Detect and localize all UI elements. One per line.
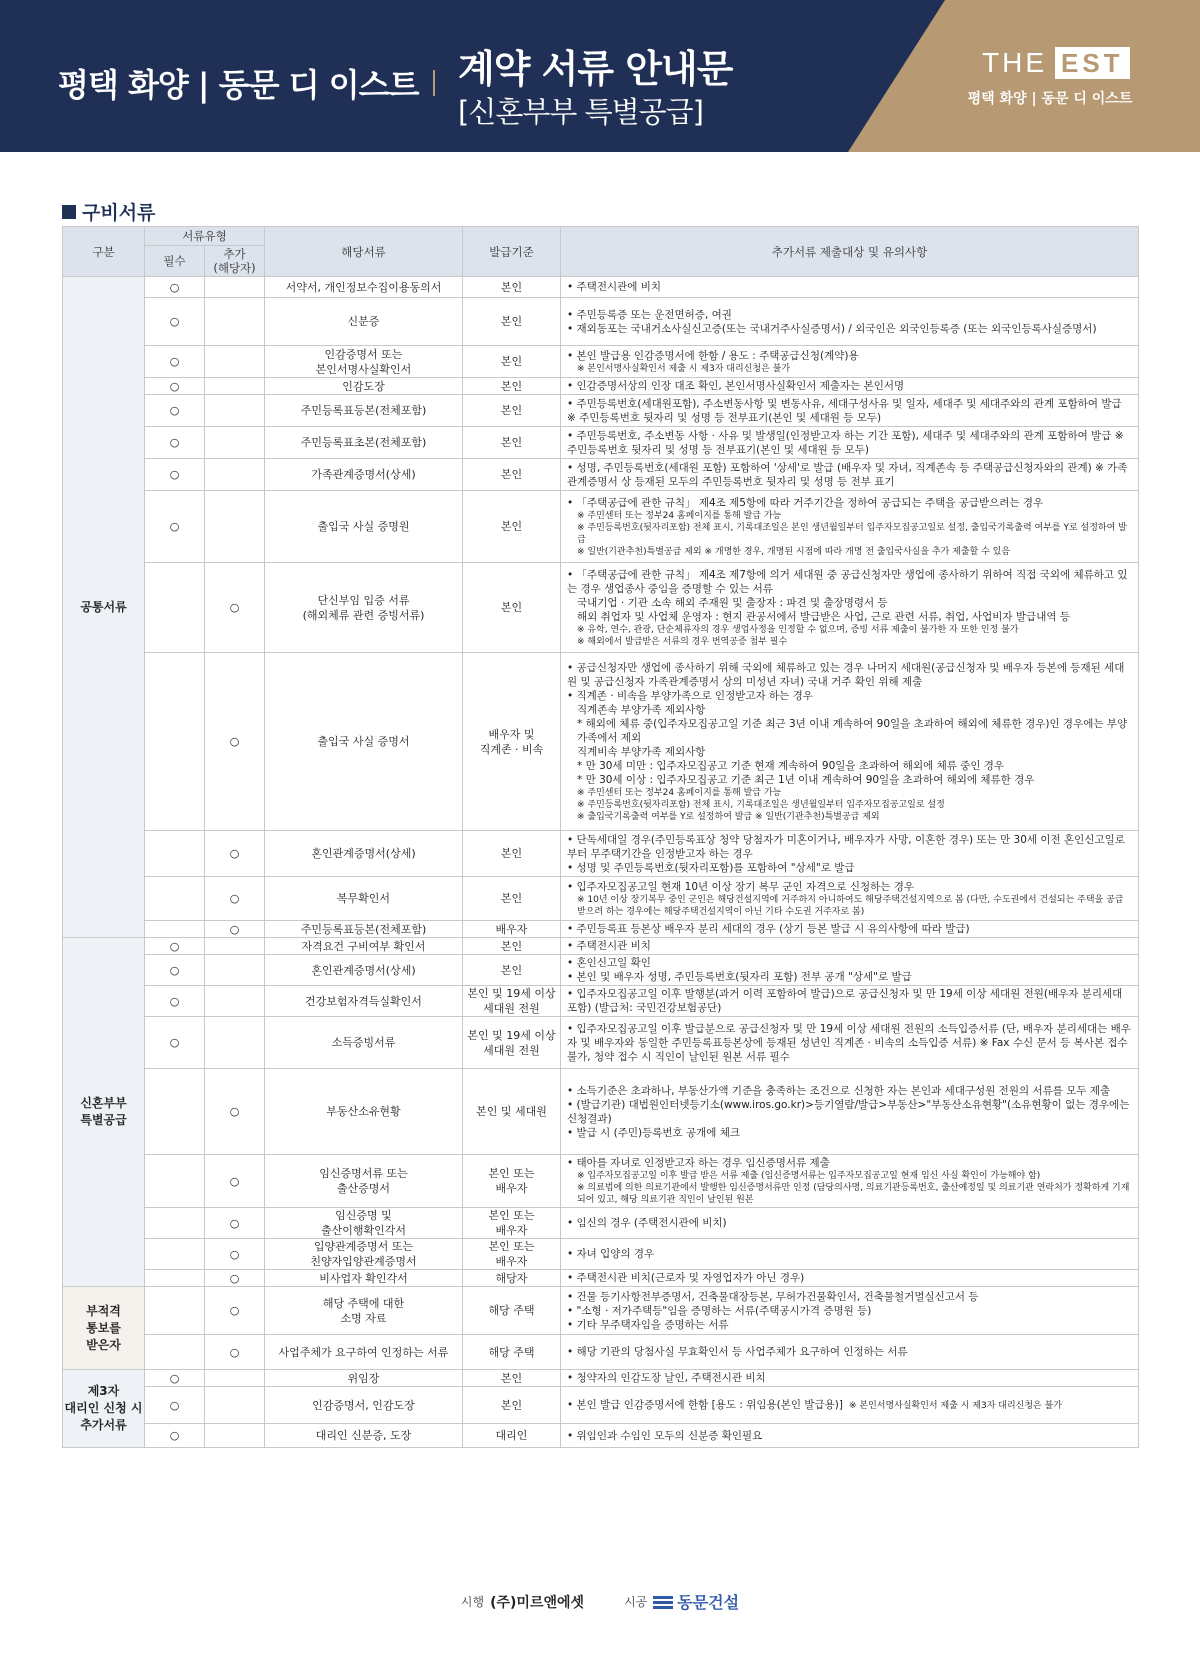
table-row [63,427,1139,459]
note-line: • 발급 시 (주민)등록번호 공개에 체크 [567,1126,1132,1140]
document-name: 자격요건 구비여부 확인서 [265,938,463,955]
document-name: 혼인관계증명서(상세) [265,955,463,986]
extra-mark: ○ [205,1335,265,1370]
note-line: * 만 30세 이상 : 입주자모집공고 기준 최근 1년 이내 계속하여 90일을 초과하여 해외에 체류한 경우 [577,773,1035,786]
note-line: • 자녀 입양의 경우 [567,1247,1132,1261]
logo-est: EST [1055,47,1130,79]
note-line: • 주민등록번호(세대원포함), 주소변동사항 및 변동사유, 세대구성사유 및 일자, 세대주 및 세대주와의 관계 포함하여 발급 ※ 주민등록번호 뒷자리 및 성명 등 전부표기(본인 및 세대원 등 모두) [567,397,1132,425]
document-notes [561,1370,1139,1387]
header-issue-basis: 발급기준 [463,227,561,277]
issue-basis: 본인 또는 배우자 [463,1239,561,1270]
table-row [63,1239,1139,1270]
required-mark [145,1270,205,1287]
required-mark: ○ [145,395,205,427]
issue-basis: 본인 [463,459,561,491]
document-name: 서약서, 개인정보수집이용동의서 [265,277,463,298]
note-line: • 해당 기관의 당첨사실 무효확인서 등 사업주체가 요구하여 인정하는 서류 [567,1345,1132,1359]
table-row [63,1270,1139,1287]
issue-basis: 본인 [463,1387,561,1424]
note-small: ※ 주민센터 또는 정부24 홈페이지를 통해 발급 가능 [577,787,782,798]
extra-mark [205,1370,265,1387]
note-small: ※ 유학, 연수, 관광, 단순체류자의 경우 생업사정을 인정할 수 없으며, 증빙 서류 제출이 불가한 자 또한 인정 불가 [577,624,1019,635]
document-notes [561,459,1139,491]
header-notes: 추가서류 제출대상 및 유의사항 [561,227,1139,277]
required-mark: ○ [145,346,205,378]
document-name: 혼인관계증명서(상세) [265,831,463,877]
extra-mark [205,1424,265,1448]
note-line: • 직계존 · 비속을 부양가족으로 인정받고자 하는 경우 [567,689,1132,703]
note-line: • 태아를 자녀로 인정받고자 하는 경우 임신증명서류 제출 [567,1156,1132,1170]
extra-mark: ○ [205,1270,265,1287]
required-mark: ○ [145,298,205,346]
document-name: 출입국 사실 증명원 [265,491,463,563]
table-row [63,1155,1139,1208]
note-line: • 본인 발급 인감증명서에 한함 [용도 : 위임용(본인 발급용)] ※ 본인서명사실확인서 제출 시 제3자 대리신청은 불가 [567,1398,1132,1413]
extra-mark [205,346,265,378]
extra-mark [205,298,265,346]
document-notes [561,986,1139,1017]
note-small: ※ 주민센터 또는 정부24 홈페이지를 통해 발급 가능 [577,510,782,521]
builder-logo-icon [653,1594,673,1610]
note-small: ※ 주민등록번호(뒷자리포함) 전체 표시, 기록대조일은 본인 생년월일부터 입주자모집공고일로 설정, 출입국기록출력 여부를 Y로 설정하여 발급 [577,522,1127,545]
extra-mark [205,395,265,427]
document-notes [561,1387,1139,1424]
document-notes [561,831,1139,877]
extra-mark: ○ [205,1155,265,1208]
table-row [63,938,1139,955]
issue-basis: 본인 [463,877,561,921]
note-line: • 본인 및 배우자 성명, 주민등록번호(뒷자리 포함) 전부 공개 "상세"로 발급 [567,970,1132,984]
document-notes [561,1239,1139,1270]
table-row [63,1208,1139,1239]
note-line: • 입주자모집공고일 현재 10년 이상 장기 복무 군인 자격으로 신청하는 경우 [567,880,1132,894]
the-est-logo [982,46,1124,80]
group-label: 부적격 통보를 받은자 [63,1287,145,1370]
required-mark [145,877,205,921]
issue-basis: 본인 [463,831,561,877]
document-name: 위임장 [265,1370,463,1387]
note-small: ※ 입주자모집공고일 이후 발급 받은 서류 제출 (임신증명서류는 입주자모집공고일 현재 임신 사실 확인이 가능해야 함) [577,1171,1041,1181]
document-notes [561,427,1139,459]
document-name: 대리인 신분증, 도장 [265,1424,463,1448]
extra-mark [205,1017,265,1069]
documents-table-body [63,277,1139,1448]
page-title: 계약 서류 안내문 [458,47,733,91]
issue-basis: 해당 주택 [463,1335,561,1370]
extra-mark: ○ [205,653,265,831]
note-line: • 주민등록표 등본상 배우자 분리 세대의 경우 (상기 등본 발급 시 유의사항에 따라 발급) [567,922,1132,936]
required-mark: ○ [145,1387,205,1424]
required-mark: ○ [145,1370,205,1387]
document-name: 부동산소유현황 [265,1069,463,1155]
table-row [63,378,1139,395]
document-notes [561,955,1139,986]
table-row [63,877,1139,921]
issue-basis: 본인 [463,938,561,955]
note-line: • 「주택공급에 관한 규칙」 제4조 제7항에 의거 세대원 중 공급신청자만 생업에 종사하기 위하여 직접 국외에 체류하고 있는 경우 생업종사 중임을 증명할 수 있는 서류 [567,568,1132,596]
extra-mark [205,491,265,563]
extra-mark [205,986,265,1017]
logo-the: THE [982,47,1047,78]
document-name: 해당 주택에 대한 소명 자료 [265,1287,463,1335]
note-line: • 혼인신고일 확인 [567,956,1132,970]
table-row [63,1370,1139,1387]
document-notes [561,378,1139,395]
document-notes [561,277,1139,298]
note-small: ※ 본인서명사실확인서 제출 시 제3자 대리신청은 불가 [577,363,791,374]
document-notes [561,491,1139,563]
note-small: ※ 10년 이상 장기복무 중인 군인은 해당건설지역에 거주하지 아니하여도 해당주택건설지역으로 봄 (다만, 수도권에서 건설되는 주택을 공급받으려 하는 경우에는 해당주택건설지역이 아닌 기타 수도권 거주자로 봄) [577,894,1124,917]
document-name: 건강보험자격득실확인서 [265,986,463,1017]
issue-basis: 본인 [463,491,561,563]
note-line: • 기타 무주택자임을 증명하는 서류 [567,1318,1132,1332]
header-document: 해당서류 [265,227,463,277]
issue-basis: 본인 [463,427,561,459]
table-row [63,277,1139,298]
documents-table [62,226,1139,1448]
document-name: 인감증명서 또는 본인서명사실확인서 [265,346,463,378]
developer-name: (주)미르앤에셋 [490,1594,585,1611]
required-mark: ○ [145,378,205,395]
document-name: 임신증명서류 또는 출산증명서 [265,1155,463,1208]
header-doc-type: 서류유형 [145,227,265,246]
required-mark: ○ [145,491,205,563]
issue-basis: 본인 [463,1370,561,1387]
document-name: 사업주체가 요구하여 인정하는 서류 [265,1335,463,1370]
document-name: 인감도장 [265,378,463,395]
document-notes [561,298,1139,346]
note-line: 해외 취업자 및 사업체 운영자 : 현지 관공서에서 발급받은 사업, 근로 관련 서류, 취업, 사업비자 발급내역 등 [577,610,1070,623]
issue-basis: 배우자 및 직계존 · 비속 [463,653,561,831]
note-small: ※ 해외에서 발급받은 서류의 경우 번역공증 첨부 필수 [577,636,788,647]
note-small: ※ 일반(기관추천)특별공급 제외 ※ 개명한 경우, 개명된 시점에 따라 개명 전 출입국사실을 추가 제출할 수 있음 [577,546,1011,557]
section-title-text: 구비서류 [82,202,156,224]
issue-basis: 본인 [463,298,561,346]
issue-basis: 해당 주택 [463,1287,561,1335]
document-name: 가족관계증명서(상세) [265,459,463,491]
note-line: • 주택전시관 비치 [567,939,1132,953]
builder-name: 동문건설 [677,1593,740,1612]
table-row [63,1424,1139,1448]
note-line: • 성명 및 주민등록번호(뒷자리포함)를 포함하여 "상세"로 발급 [567,861,1132,875]
issue-basis: 본인 및 19세 이상 세대원 전원 [463,986,561,1017]
brand-name: 평택 화양 | 동문 디 이스트 [58,66,419,104]
extra-mark: ○ [205,563,265,653]
required-mark: ○ [145,1424,205,1448]
extra-mark [205,277,265,298]
document-notes [561,395,1139,427]
table-row [63,1017,1139,1069]
note-line: • 입주자모집공고일 이후 발행분(과거 이력 포함하여 발급)으로 공급신청자 및 만 19세 이상 세대원 전원(배우자 분리세대 포함) (발급처: 국민건강보험공단) [567,987,1132,1015]
document-notes [561,1069,1139,1155]
required-mark [145,1287,205,1335]
table-row [63,346,1139,378]
note-line: • 임신의 경우 (주택전시관에 비치) [567,1216,1132,1230]
note-line: • 주민등록증 또는 운전면허증, 여권 [567,308,1132,322]
document-notes [561,1270,1139,1287]
extra-mark [205,427,265,459]
issue-basis: 배우자 [463,921,561,938]
extra-mark [205,378,265,395]
document-name: 소득증빙서류 [265,1017,463,1069]
document-name: 입양관계증명서 또는 친양자입양관계증명서 [265,1239,463,1270]
document-name: 주민등록표초본(전체포함) [265,427,463,459]
builder-label: 시공 [624,1595,648,1609]
table-row [63,395,1139,427]
note-line: • 인감증명서상의 인장 대조 확인, 본인서명사실확인서 제출자는 본인서명 [567,379,1132,393]
issue-basis: 본인 및 세대원 [463,1069,561,1155]
document-notes [561,877,1139,921]
required-mark [145,1335,205,1370]
document-name: 비사업자 확인각서 [265,1270,463,1287]
note-small: ※ 주민등록번호(뒷자리포함) 전체 표시, 기록대조일은 생년월일부터 입주자모집공고일로 설정 [577,799,945,810]
issue-basis: 본인 [463,346,561,378]
required-mark: ○ [145,986,205,1017]
required-mark [145,921,205,938]
required-mark: ○ [145,955,205,986]
note-line: • 소득기준은 초과하나, 부동산가액 기준을 충족하는 조건으로 신청한 자는 본인과 세대구성원 전원의 서류를 모두 제출 [567,1084,1132,1098]
document-notes [561,1424,1139,1448]
document-notes [561,1017,1139,1069]
required-mark: ○ [145,1017,205,1069]
extra-mark: ○ [205,1208,265,1239]
group-label: 공통서류 [63,277,145,938]
note-line: • 청약자의 인감도장 날인, 주택전시관 비치 [567,1371,1132,1385]
note-line: • 공급신청자만 생업에 종사하기 위해 국외에 체류하고 있는 경우 나머지 세대원(공급신청자 및 배우자 등본에 등재된 세대원 및 공급신청자 가족관계증명서 상의 미성년 자녀) 국내 거주 확인 위해 제출 [567,661,1132,689]
header-gubun: 구분 [63,227,145,277]
note-line: • "소형 · 저가주택등"임을 증명하는 서류(주택공시가격 증명원 등) [567,1304,1132,1318]
table-row [63,1335,1139,1370]
table-row [63,298,1139,346]
document-notes [561,1155,1139,1208]
footer [0,1590,1200,1613]
note-line: • 단독세대일 경우(주민등록표상 청약 당첨자가 미혼이거나, 배우자가 사망, 이혼한 경우) 또는 만 30세 이전 혼인신고일로부터 무주택기간을 인정받고자 하는 경우 [567,833,1132,861]
table-row [63,831,1139,877]
square-bullet-icon [62,205,76,219]
document-name: 인감증명서, 인감도장 [265,1387,463,1424]
issue-basis: 해당자 [463,1270,561,1287]
extra-mark: ○ [205,877,265,921]
table-row [63,955,1139,986]
extra-mark: ○ [205,1287,265,1335]
note-line: 국내기업 · 기관 소속 해외 주재원 및 출장자 : 파견 및 출장명령서 등 [577,596,888,609]
note-line: • 건물 등기사항전부증명서, 건축물대장등본, 무허가건물확인서, 건축물철거멸실신고서 등 [567,1290,1132,1304]
table-row [63,921,1139,938]
table-row [63,1287,1139,1335]
note-line: 직계비속 부양가족 제외사항 [577,745,706,758]
extra-mark: ○ [205,921,265,938]
required-mark: ○ [145,277,205,298]
required-mark [145,1155,205,1208]
extra-mark: ○ [205,1239,265,1270]
extra-mark [205,1387,265,1424]
header-extra: 추가 (해당자) [205,246,265,277]
note-line: • 성명, 주민등록번호(세대원 포함) 포함하여 '상세'로 발급 (배우자 및 자녀, 직계존속 등 주택공급신청자와의 관계) ※ 가족관계증명서 상 등재된 모두의 주민등록번호 뒷자리 및 성명 등 전부 표기 [567,461,1132,489]
document-notes [561,921,1139,938]
developer-label: 시행 [460,1595,485,1609]
issue-basis: 본인 또는 배우자 [463,1208,561,1239]
document-notes [561,1335,1139,1370]
note-line: • 주택전시관에 비치 [567,280,1132,294]
note-line: • 입주자모집공고일 이후 발급분으로 공급신청자 및 만 19세 이상 세대원 전원의 소득입증서류 (단, 배우자 분리세대는 배우자 및 배우자와 동일한 주민등록표등본상에 등재된 성년인 직계존 · 비속의 소득입증 서류) ※ Fax 수신 문서 등 복사본 접수 불가, 청약 접수 시 직인이 날인된 원본 서류 필수 [567,1022,1132,1064]
note-line: • 「주택공급에 관한 규칙」 제4조 제5항에 따라 거주기간을 정하여 공급되는 주택을 공급받으려는 경우 [567,496,1132,510]
extra-mark: ○ [205,831,265,877]
document-notes [561,653,1139,831]
note-small: ※ 출입국기록출력 여부를 Y로 설정하여 발급 ※ 일반(기관추천)특별공급 제외 [577,811,880,822]
issue-basis: 본인 및 19세 이상 세대원 전원 [463,1017,561,1069]
table-row [63,986,1139,1017]
required-mark: ○ [145,459,205,491]
note-line: • 주택전시관 비치(근로자 및 자영업자가 아닌 경우) [567,1271,1132,1285]
required-mark [145,653,205,831]
issue-basis: 대리인 [463,1424,561,1448]
issue-basis: 본인 [463,378,561,395]
table-row [63,1069,1139,1155]
required-mark: ○ [145,938,205,955]
document-name: 주민등록표등본(전체포함) [265,921,463,938]
table-row [63,653,1139,831]
note-line: • 위임인과 수임인 모두의 신분증 확인필요 [567,1429,1132,1443]
required-mark: ○ [145,427,205,459]
document-name: 복무확인서 [265,877,463,921]
note-line: * 해외에 체류 중(입주자모집공고일 기준 최근 3년 이내 계속하여 90일을 초과하여 해외에 체류한 경우)인 경우에는 부양가족에서 제외 [577,717,1128,744]
issue-basis: 본인 [463,277,561,298]
document-name: 임신증명 및 출산이행확인각서 [265,1208,463,1239]
required-mark [145,831,205,877]
issue-basis: 본인 [463,395,561,427]
required-mark [145,1208,205,1239]
document-name: 출입국 사실 증명서 [265,653,463,831]
document-name: 신분증 [265,298,463,346]
issue-basis: 본인 [463,563,561,653]
table-row [63,491,1139,563]
note-line: • (발급기관) 대법원인터넷등기소(www.iros.go.kr)>등기열람/발급>부동산>"부동산소유현황"(소유현황이 없는 경우에는 신청결과) [567,1098,1132,1126]
document-notes [561,1287,1139,1335]
note-line: • 재외동포는 국내거소사실신고증(또는 국내거주사실증명서) / 외국인은 외국인등록증 (또는 외국인등록사실증명서) [567,322,1132,336]
group-label: 제3자 대리인 신청 시 추가서류 [63,1370,145,1448]
group-label: 신혼부부 특별공급 [63,938,145,1287]
extra-mark [205,938,265,955]
issue-basis: 본인 [463,955,561,986]
required-mark [145,1069,205,1155]
page-subtitle: [신혼부부 특별공급] [458,95,703,129]
issue-basis: 본인 또는 배우자 [463,1155,561,1208]
header [0,0,1200,152]
extra-mark [205,459,265,491]
document-notes [561,1208,1139,1239]
note-line: 직계존속 부양가족 제외사항 [577,703,706,716]
note-inline-small: ※ 본인서명사실확인서 제출 시 제3자 대리신청은 불가 [848,1400,1062,1411]
extra-mark [205,955,265,986]
note-line: • 주민등록번호, 주소변동 사항 · 사유 및 발생일(인정받고자 하는 기간 포함), 세대주 및 세대주와의 관계 포함하여 발급 ※ 주민등록번호 뒷자리 및 성명 등 전부표기(본인 및 세대원 등 모두) [567,429,1132,457]
section-title [62,198,155,225]
document-notes [561,563,1139,653]
table-row [63,459,1139,491]
note-small: ※ 의료법에 의한 의료기관에서 발행한 임신증명서류만 인정 (담당의사명, 의료기관등록번호, 출산예정일 및 의료기관 연락처가 정확하게 기재되어 있고, 해당 의료기관 직인이 날인된 원본 [577,1183,1130,1205]
document-name: 단신부임 입증 서류 (해외체류 관련 증빙서류) [265,563,463,653]
header-required: 필수 [145,246,205,277]
table-row [63,563,1139,653]
document-notes [561,938,1139,955]
table-row [63,1387,1139,1424]
note-line: • 본인 발급용 인감증명서에 한함 / 용도 : 주택공급신청(계약)용 [567,349,1132,363]
document-name: 주민등록표등본(전체포함) [265,395,463,427]
logo-subtitle: 평택 화양 | 동문 디 이스트 [967,91,1133,107]
note-line: * 만 30세 미만 : 입주자모집공고 기준 현재 계속하여 90일을 초과하여 해외에 체류 중인 경우 [577,759,1005,772]
required-mark [145,563,205,653]
document-notes [561,346,1139,378]
extra-mark: ○ [205,1069,265,1155]
required-mark [145,1239,205,1270]
header-divider [433,70,435,96]
